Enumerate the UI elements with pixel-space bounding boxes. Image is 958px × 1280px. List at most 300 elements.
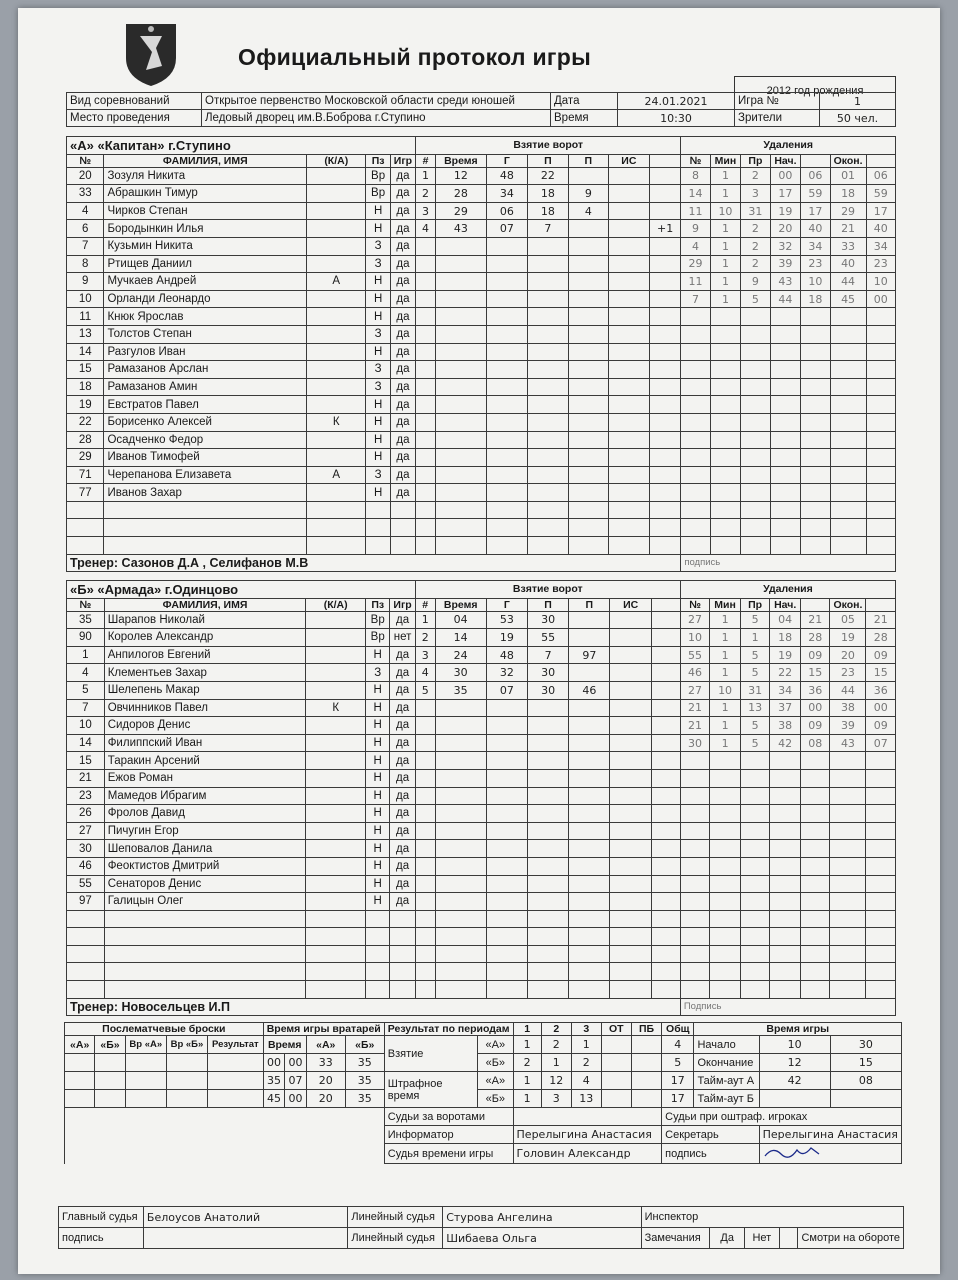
goal-scorer [527, 717, 568, 735]
player-number: 6 [67, 220, 104, 238]
player-number: 15 [67, 752, 105, 770]
goal-situation [649, 185, 680, 203]
player-role [306, 787, 366, 805]
player-played [390, 519, 415, 537]
player-position: Н [366, 413, 390, 431]
pen-minutes [710, 875, 741, 893]
player-name: Ртищев Даниил [104, 255, 307, 273]
period-1-header: 1 [513, 1023, 541, 1036]
player-name: Иванов Тимофей [104, 449, 307, 467]
goal-scorer: 55 [527, 629, 568, 647]
pen-reason: 5 [740, 646, 769, 664]
time-value: 10:30 [618, 110, 735, 127]
pen-minutes [710, 466, 741, 484]
goal-situation [651, 752, 680, 770]
player-row [67, 378, 896, 396]
player-number [67, 910, 105, 928]
game-start-h: 10 [759, 1036, 830, 1054]
goal-situation [649, 396, 680, 414]
player-name: Зозуля Никита [104, 167, 307, 185]
col-pen-end-2 [866, 598, 896, 611]
goal-scorer [527, 910, 568, 928]
goal-number [416, 431, 436, 449]
timeout-b-label: Тайм-аут Б [694, 1090, 759, 1108]
player-role [306, 963, 366, 981]
goal-scorer [527, 378, 568, 396]
player-played: да [390, 646, 415, 664]
goal-scorer [527, 290, 568, 308]
player-number [67, 981, 105, 999]
goal-assist-2 [608, 378, 649, 396]
col-pen-start: Нач. [770, 598, 801, 611]
col-name: ФАМИЛИЯ, ИМЯ [104, 598, 306, 611]
player-name: Филиппский Иван [104, 734, 306, 752]
pen-start-min [770, 963, 801, 981]
pen-minutes [710, 857, 741, 875]
goal-situation [649, 519, 680, 537]
player-position: З [366, 325, 390, 343]
goal-number [415, 857, 435, 875]
goal-assist-1 [569, 769, 610, 787]
pen-player [680, 928, 709, 946]
pen-end-sec [866, 875, 896, 893]
player-name: Разгулов Иван [104, 343, 307, 361]
goal-assist-2 [610, 752, 651, 770]
player-position: Вр [366, 167, 390, 185]
pen-start-min: 44 [770, 290, 801, 308]
pen-reason: 5 [740, 664, 769, 682]
goal-number [416, 484, 436, 502]
pen-minutes [710, 963, 741, 981]
goals-row-label [384, 1036, 477, 1072]
goal-situation [651, 734, 680, 752]
goal-assist-1 [569, 664, 610, 682]
gk-row1-sec: 00 [285, 1054, 307, 1072]
goal-min [435, 255, 486, 273]
pen-end-min: 29 [830, 202, 866, 220]
player-name [104, 537, 307, 555]
pen-minutes [710, 519, 741, 537]
timekeeper-label: Судья времени игры [384, 1144, 513, 1164]
goal-sec: 32 [486, 664, 527, 682]
goals-team-b-label: «Б» [478, 1054, 513, 1072]
coach-name: Тренер: Сазонов Д.А , Селифанов М.В [67, 554, 681, 572]
pen-player [680, 752, 709, 770]
goal-sec [486, 734, 527, 752]
goal-number [415, 928, 435, 946]
period-3-header: 3 [571, 1023, 601, 1036]
pen-end-min [830, 308, 866, 326]
pen-minutes [710, 752, 741, 770]
goal-assist-1 [568, 273, 608, 291]
pen-end-min: 05 [830, 611, 866, 629]
player-role [307, 396, 366, 414]
pim-b-p3: 13 [571, 1090, 601, 1108]
pen-end-sec: 00 [866, 290, 895, 308]
goal-sec: 07 [486, 681, 527, 699]
player-name: Шелепень Макар [104, 681, 306, 699]
player-number: 11 [67, 308, 104, 326]
goal-situation [649, 237, 680, 255]
pen-minutes: 1 [710, 699, 741, 717]
pen-start-min [770, 928, 801, 946]
goal-sec [486, 378, 527, 396]
pen-end-min [830, 928, 866, 946]
player-number [67, 928, 105, 946]
goals-b-total: 5 [662, 1054, 694, 1072]
pen-start-min: 20 [770, 220, 801, 238]
col-goal-number: # [415, 598, 435, 611]
spectators-value: 50 чел. [820, 110, 896, 127]
player-number: 46 [67, 857, 105, 875]
player-name: Пичугин Егор [104, 822, 306, 840]
player-position: Н [366, 699, 390, 717]
player-row [67, 734, 896, 752]
goal-situation [651, 875, 680, 893]
goal-sec [486, 857, 527, 875]
timeout-a-m: 42 [759, 1072, 830, 1090]
game-end-m: 15 [830, 1054, 901, 1072]
goal-assist-2 [608, 308, 649, 326]
pen-end-sec [866, 519, 895, 537]
pen-minutes [710, 325, 741, 343]
pen-end-min: 20 [830, 646, 866, 664]
pen-reason [741, 413, 770, 431]
player-position: З [366, 255, 390, 273]
goal-situation [651, 717, 680, 735]
pen-minutes: 10 [710, 681, 741, 699]
col-assist-2: П [568, 154, 608, 167]
player-name: Осадченко Федор [104, 431, 307, 449]
goal-min [435, 396, 486, 414]
goal-assist-2 [608, 431, 649, 449]
goal-scorer: 18 [527, 185, 568, 203]
pen-start-sec [801, 466, 830, 484]
goal-assist-2 [608, 185, 649, 203]
pen-start-min: 00 [770, 167, 801, 185]
goal-scorer: 22 [527, 167, 568, 185]
player-number [67, 537, 104, 555]
player-played: да [390, 734, 415, 752]
goal-situation [651, 611, 680, 629]
pen-start-sec: 18 [801, 290, 830, 308]
player-role [306, 646, 366, 664]
goal-number: 4 [415, 664, 435, 682]
pen-minutes: 10 [710, 202, 741, 220]
pen-minutes: 1 [710, 273, 741, 291]
player-row [67, 787, 896, 805]
coach-sign-cell [680, 998, 895, 1016]
pen-player [680, 963, 709, 981]
player-position: Н [366, 308, 390, 326]
pen-reason [741, 431, 770, 449]
gk-time-col-a: «А» [306, 1036, 345, 1054]
player-played: да [390, 220, 415, 238]
pim-b-p2: 3 [541, 1090, 571, 1108]
pen-minutes [710, 893, 741, 911]
player-position: З [366, 361, 390, 379]
goals-a-ot [601, 1036, 631, 1054]
goals-a-p3: 1 [571, 1036, 601, 1054]
pen-start-min [770, 466, 801, 484]
player-row [67, 237, 896, 255]
gk-row3-a: 20 [306, 1090, 345, 1108]
pen-player: 7 [681, 290, 710, 308]
player-number: 22 [67, 413, 104, 431]
pen-player [680, 857, 709, 875]
ot-header: ОТ [601, 1023, 631, 1036]
goals-a-total: 4 [662, 1036, 694, 1054]
goal-sec: 06 [486, 202, 527, 220]
col-pen-start-2 [801, 154, 830, 167]
pen-minutes: 1 [710, 255, 741, 273]
pen-start-min: 34 [770, 681, 801, 699]
goal-situation [649, 361, 680, 379]
player-row [67, 769, 896, 787]
chief-referee-name: Белоусов Анатолий [143, 1207, 347, 1228]
pen-reason [741, 501, 770, 519]
player-role [307, 484, 366, 502]
period-2-header: 2 [541, 1023, 571, 1036]
pen-end-min [830, 945, 866, 963]
goal-sec [486, 308, 527, 326]
player-role [306, 681, 366, 699]
col-position: Пз [366, 154, 390, 167]
pen-player: 10 [680, 629, 709, 647]
goal-scorer: 7 [527, 220, 568, 238]
goal-number [416, 449, 436, 467]
player-row [67, 611, 896, 629]
player-row [67, 928, 896, 946]
pen-end-min [830, 822, 866, 840]
pen-end-sec [866, 325, 895, 343]
player-position [366, 981, 390, 999]
goal-assist-2 [610, 787, 651, 805]
pen-minutes [710, 910, 741, 928]
goal-situation [651, 822, 680, 840]
player-position: Вр [366, 611, 390, 629]
player-played: да [390, 378, 415, 396]
player-row [67, 273, 896, 291]
player-role [306, 629, 366, 647]
pen-start-min [770, 449, 801, 467]
player-played: да [390, 255, 415, 273]
pen-reason: 5 [740, 734, 769, 752]
pen-reason: 1 [740, 629, 769, 647]
team-a-table [66, 136, 896, 572]
player-row [67, 519, 896, 537]
player-number: 7 [67, 699, 105, 717]
pen-start-sec [801, 449, 830, 467]
goal-min [435, 361, 486, 379]
pen-start-min [770, 378, 801, 396]
pen-start-sec [801, 840, 830, 858]
player-name: Рамазанов Арслан [104, 361, 307, 379]
col-captain: (К/А) [307, 154, 366, 167]
player-row [67, 752, 896, 770]
goal-min [435, 431, 486, 449]
goal-assist-2 [608, 255, 649, 273]
col-position: Пз [366, 598, 390, 611]
pen-end-sec [866, 928, 896, 946]
pen-start-min: 18 [770, 629, 801, 647]
goal-number [416, 343, 436, 361]
player-position: З [366, 664, 390, 682]
pen-start-min: 19 [770, 646, 801, 664]
gk-row3-min: 45 [263, 1090, 285, 1108]
pen-minutes: 1 [710, 646, 741, 664]
player-name: Мамедов Ибрагим [104, 787, 306, 805]
goal-assist-1 [569, 928, 610, 946]
pen-start-sec [801, 431, 830, 449]
player-played [390, 963, 415, 981]
player-position: З [366, 466, 390, 484]
player-row [67, 167, 896, 185]
goal-min [435, 449, 486, 467]
goal-number: 4 [416, 220, 436, 238]
secretary-signature [759, 1144, 901, 1164]
pen-end-min [830, 449, 866, 467]
pen-minutes [710, 537, 741, 555]
goal-scorer [527, 519, 568, 537]
penalty-judges-label: Судьи при оштраф. игроках [662, 1108, 902, 1126]
player-played: да [390, 875, 415, 893]
referees-table [58, 1206, 904, 1249]
pim-label-2: время [387, 1089, 420, 1102]
pen-start-min: 37 [770, 699, 801, 717]
coach-sign-cell [681, 554, 896, 572]
pen-reason: 5 [740, 611, 769, 629]
goal-scorer [527, 449, 568, 467]
pen-start-min [770, 752, 801, 770]
goal-number [415, 822, 435, 840]
pen-end-min: 18 [830, 185, 866, 203]
player-row [67, 466, 896, 484]
player-number: 4 [67, 202, 104, 220]
player-number: 4 [67, 664, 105, 682]
pen-start-min [770, 361, 801, 379]
pen-start-min [770, 981, 801, 999]
pen-start-sec [801, 981, 830, 999]
goal-number [415, 734, 435, 752]
club-logo-icon [122, 18, 180, 88]
player-role [306, 822, 366, 840]
pen-start-sec [801, 413, 830, 431]
pen-start-min [770, 501, 801, 519]
goal-sec [486, 484, 527, 502]
player-played: да [390, 466, 415, 484]
pen-minutes: 1 [710, 734, 741, 752]
goal-sec [486, 875, 527, 893]
player-played: да [390, 185, 415, 203]
goal-scorer: 18 [527, 202, 568, 220]
pen-player [680, 805, 709, 823]
pen-end-min [830, 769, 866, 787]
goal-scorer [527, 255, 568, 273]
pen-start-min: 38 [770, 717, 801, 735]
pen-reason [740, 857, 769, 875]
goal-situation [651, 945, 680, 963]
player-number: 21 [67, 769, 105, 787]
goal-assist-2 [610, 981, 651, 999]
goal-min [435, 893, 486, 911]
pen-end-sec [866, 308, 895, 326]
player-played [390, 945, 415, 963]
pen-minutes [710, 396, 741, 414]
goals-team-a-label: «А» [478, 1036, 513, 1054]
goal-situation [651, 840, 680, 858]
goal-scorer [527, 431, 568, 449]
player-played: да [390, 449, 415, 467]
pen-end-sec [866, 910, 896, 928]
pen-player: 8 [681, 167, 710, 185]
game-time-title: Время игры [694, 1023, 902, 1036]
goal-assist-1 [569, 629, 610, 647]
timeout-a-s: 08 [830, 1072, 901, 1090]
player-position: Н [366, 681, 390, 699]
pim-a-total: 17 [662, 1072, 694, 1090]
goal-assist-2 [610, 699, 651, 717]
player-row [67, 343, 896, 361]
player-role [307, 237, 366, 255]
player-played: нет [390, 629, 415, 647]
pen-player [680, 822, 709, 840]
secretary-name: Перелыгина Анастасия [759, 1126, 901, 1144]
goal-sec [486, 501, 527, 519]
player-played: да [390, 822, 415, 840]
pen-end-sec: 28 [866, 629, 896, 647]
pen-start-min [770, 910, 801, 928]
shootout-col-a: «А» [65, 1036, 95, 1054]
player-name: Иванов Захар [104, 484, 307, 502]
pen-player [681, 466, 710, 484]
goal-sec: 48 [486, 167, 527, 185]
player-name: Мучкаев Андрей [104, 273, 307, 291]
goal-situation [649, 255, 680, 273]
player-role [307, 449, 366, 467]
pen-end-min [830, 325, 866, 343]
col-goal-situation: ИС [610, 598, 651, 611]
pen-start-min [770, 519, 801, 537]
goal-sec [486, 519, 527, 537]
pen-minutes: 1 [710, 611, 741, 629]
pen-player [681, 396, 710, 414]
player-row [67, 537, 896, 555]
player-number: 35 [67, 611, 105, 629]
pen-start-sec: 40 [801, 220, 830, 238]
goal-assist-2 [610, 805, 651, 823]
coach-name: Тренер: Новосельцев И.П [67, 998, 681, 1016]
pen-minutes: 1 [710, 290, 741, 308]
goal-scorer [527, 893, 568, 911]
spectators-label: Зрители [735, 110, 820, 127]
pen-end-sec: 34 [866, 237, 895, 255]
pen-start-sec [801, 893, 830, 911]
player-row [67, 699, 896, 717]
shootout-col-result: Результат [208, 1036, 264, 1054]
pen-player: 4 [681, 237, 710, 255]
goal-number: 3 [416, 202, 436, 220]
goal-assist-1 [568, 431, 608, 449]
goal-assist-1: 97 [569, 646, 610, 664]
pen-start-min: 17 [770, 185, 801, 203]
pen-minutes: 1 [710, 237, 741, 255]
pen-player [680, 769, 709, 787]
goal-situation [651, 699, 680, 717]
pen-end-min [830, 413, 866, 431]
player-position: Н [366, 273, 390, 291]
player-number: 15 [67, 361, 104, 379]
